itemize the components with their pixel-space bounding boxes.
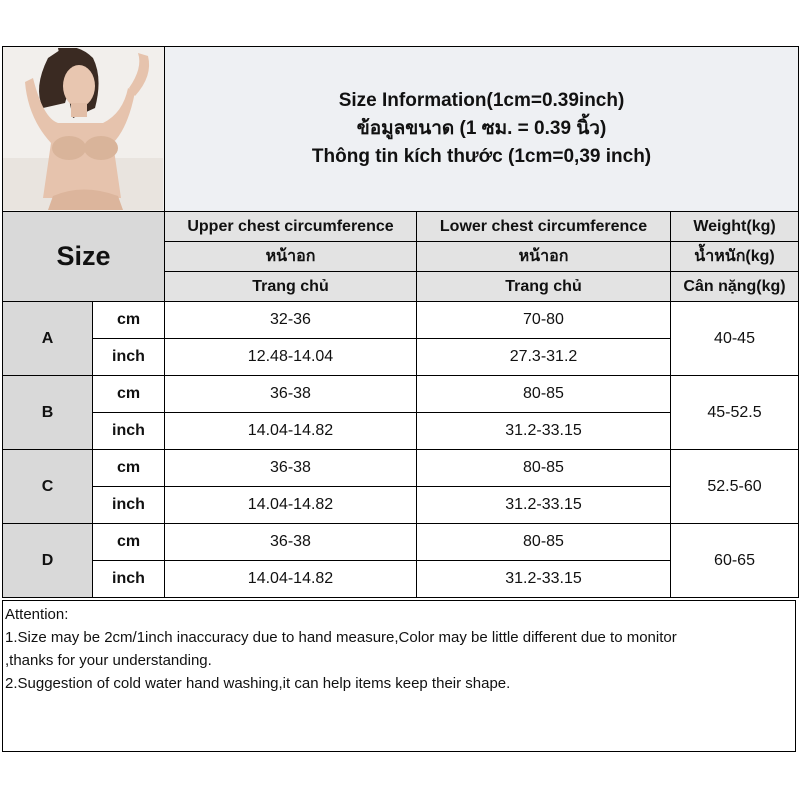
lower-cm-value: 80-85 bbox=[417, 450, 671, 487]
lower-cm-value: 80-85 bbox=[417, 524, 671, 561]
upper-chest-header-vi: Trang chủ bbox=[165, 272, 417, 302]
unit-cm: cm bbox=[93, 376, 165, 413]
lower-cm-value: 70-80 bbox=[417, 302, 671, 339]
upper-inch-value: 12.48-14.04 bbox=[165, 339, 417, 376]
upper-cm-value: 36-38 bbox=[165, 450, 417, 487]
weight-header-th: น้ำหนัก(kg) bbox=[671, 242, 799, 272]
lower-inch-value: 31.2-33.15 bbox=[417, 487, 671, 524]
title-block bbox=[165, 47, 799, 212]
upper-inch-value: 14.04-14.82 bbox=[165, 487, 417, 524]
unit-cm: cm bbox=[93, 302, 165, 339]
table-row bbox=[3, 450, 799, 487]
size-table bbox=[2, 46, 799, 598]
table-row bbox=[3, 302, 799, 339]
unit-inch: inch bbox=[93, 561, 165, 598]
title-thai: ข้อมูลขนาด (1 ซม. = 0.39 นิ้ว) bbox=[356, 118, 607, 139]
size-letter: B bbox=[3, 376, 93, 450]
attention-line-1: 1.Size may be 2cm/1inch inaccuracy due to hand measure,Color may be little different due to monitor bbox=[5, 629, 677, 646]
weight-header-en: Weight(kg) bbox=[671, 212, 799, 242]
unit-cm: cm bbox=[93, 450, 165, 487]
size-letter: C bbox=[3, 450, 93, 524]
weight-value: 40-45 bbox=[671, 302, 799, 376]
title-vietnamese: Thông tin kích thước (1cm=0,39 inch) bbox=[311, 146, 652, 167]
size-header: Size bbox=[3, 212, 165, 302]
upper-inch-value: 14.04-14.82 bbox=[165, 561, 417, 598]
upper-cm-value: 32-36 bbox=[165, 302, 417, 339]
attention-line-1-continued: ,thanks for your understanding. bbox=[5, 652, 212, 669]
weight-value: 45-52.5 bbox=[671, 376, 799, 450]
model-photo bbox=[3, 47, 165, 212]
table-row bbox=[3, 376, 799, 413]
upper-cm-value: 36-38 bbox=[165, 524, 417, 561]
lower-chest-header-vi: Trang chủ bbox=[417, 272, 671, 302]
upper-cm-value: 36-38 bbox=[165, 376, 417, 413]
upper-chest-header-th: หน้าอก bbox=[165, 242, 417, 272]
size-chart bbox=[2, 46, 798, 754]
upper-inch-value: 14.04-14.82 bbox=[165, 413, 417, 450]
unit-cm: cm bbox=[93, 524, 165, 561]
size-letter: A bbox=[3, 302, 93, 376]
attention-line-2: 2.Suggestion of cold water hand washing,it can help items keep their shape. bbox=[5, 675, 511, 692]
weight-value: 60-65 bbox=[671, 524, 799, 598]
attention-heading: Attention: bbox=[5, 606, 69, 623]
table-row bbox=[3, 524, 799, 561]
attention-notes bbox=[2, 600, 796, 752]
lower-inch-value: 31.2-33.15 bbox=[417, 413, 671, 450]
weight-header-vi: Cân nặng(kg) bbox=[671, 272, 799, 302]
unit-inch: inch bbox=[93, 339, 165, 376]
unit-inch: inch bbox=[93, 413, 165, 450]
lower-inch-value: 31.2-33.15 bbox=[417, 561, 671, 598]
title-english: Size Information(1cm=0.39inch) bbox=[338, 90, 625, 111]
unit-inch: inch bbox=[93, 487, 165, 524]
lower-inch-value: 27.3-31.2 bbox=[417, 339, 671, 376]
model-image bbox=[3, 48, 163, 210]
upper-chest-header-en: Upper chest circumference bbox=[165, 212, 417, 242]
weight-value: 52.5-60 bbox=[671, 450, 799, 524]
lower-chest-header-th: หน้าอก bbox=[417, 242, 671, 272]
lower-cm-value: 80-85 bbox=[417, 376, 671, 413]
size-letter: D bbox=[3, 524, 93, 598]
lower-chest-header-en: Lower chest circumference bbox=[417, 212, 671, 242]
